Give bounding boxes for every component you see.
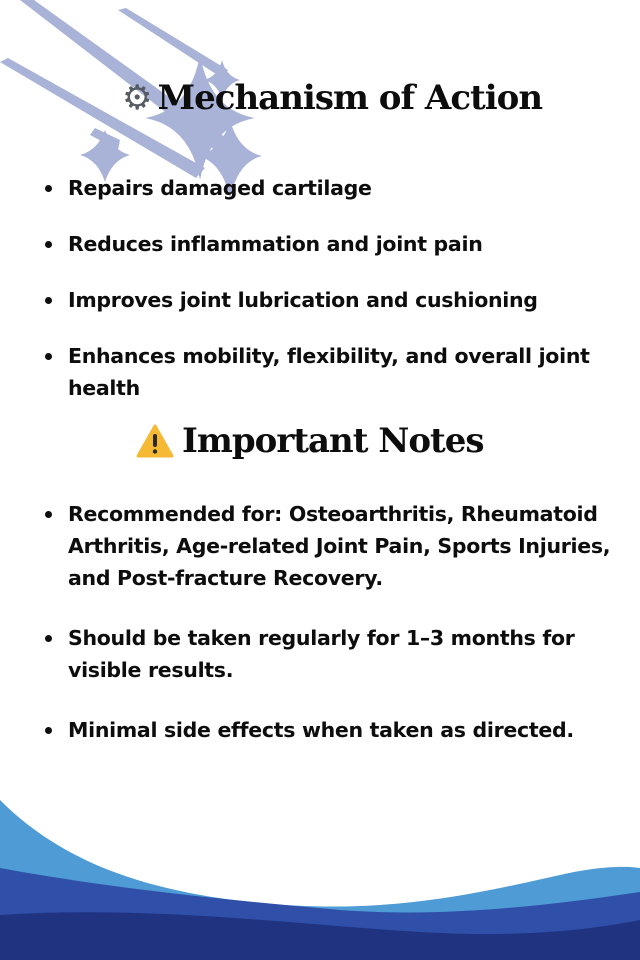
notes-list [42, 498, 627, 774]
list-item: Enhances mobility, flexibility, and overall joint health [42, 340, 627, 404]
gear-icon: ⚙ [122, 78, 152, 118]
list-item: Recommended for: Osteoarthritis, Rheumatoid Arthritis, Age-related Joint Pain, Sports Injuries, and Post-fracture Recovery. [42, 498, 627, 594]
mechanism-heading [122, 78, 542, 118]
mechanism-title: Mechanism of Action [157, 78, 543, 118]
warning-icon [136, 424, 174, 458]
list-item: Improves joint lubrication and cushioning [42, 284, 627, 316]
list-item: Reduces inflammation and joint pain [42, 228, 627, 260]
notes-heading [136, 421, 483, 461]
list-item: Should be taken regularly for 1–3 months for visible results. [42, 622, 627, 686]
wave-decoration [0, 800, 640, 960]
list-item: Minimal side effects when taken as directed. [42, 714, 627, 746]
list-item: Repairs damaged cartilage [42, 172, 627, 204]
mechanism-list [42, 172, 627, 404]
notes-title: Important Notes [182, 421, 484, 461]
